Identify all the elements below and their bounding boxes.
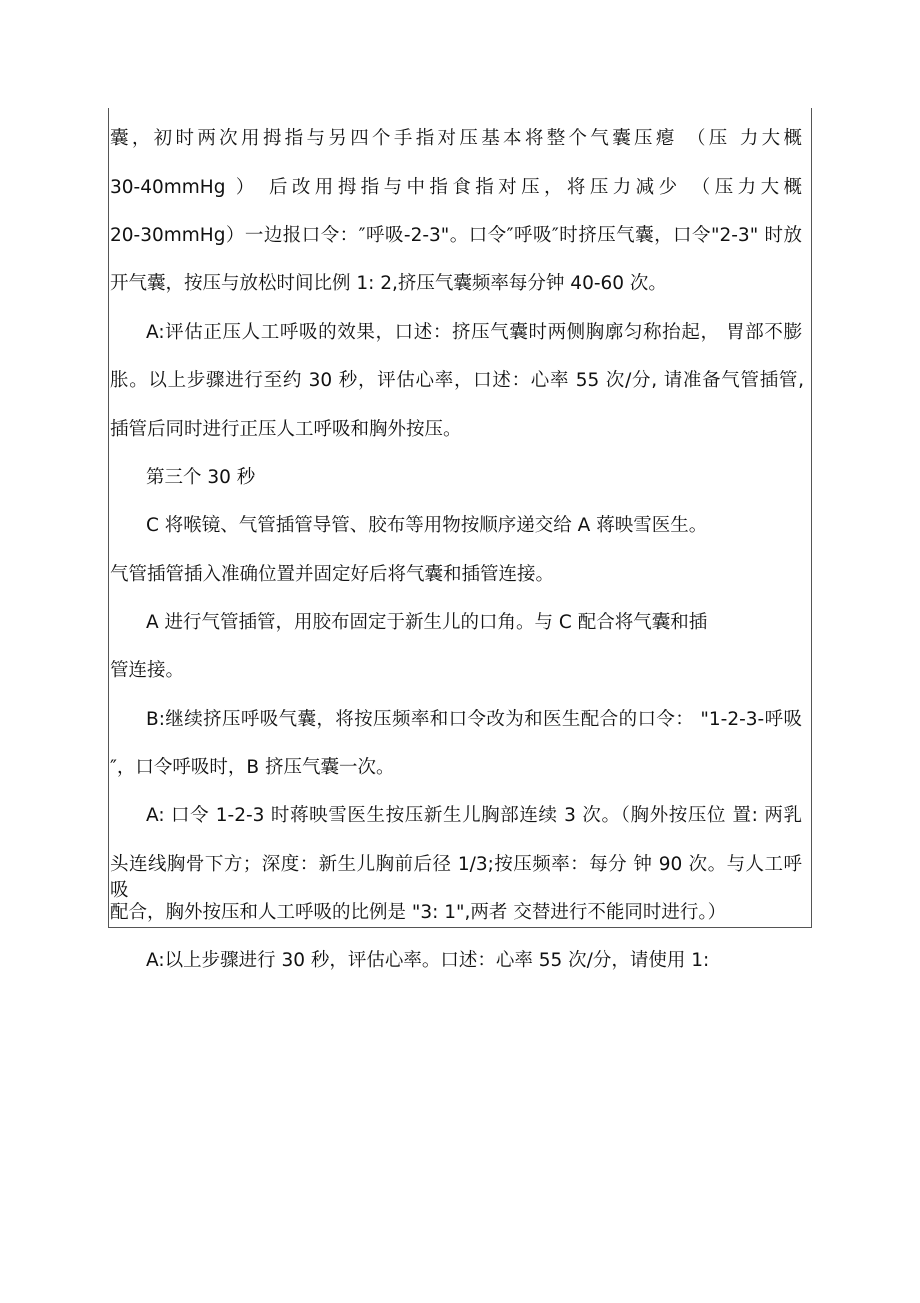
text-line: A:评估正压人工呼吸的效果，口述：挤压气囊时两侧胸廓匀称抬起， 胃部不膨 <box>146 322 802 343</box>
text-line: ″，口令呼吸时，B 挤压气囊一次。 <box>110 757 395 778</box>
text-line: 30-40mmHg ） 后改用拇指与中指食指对压，将压力减少 （压力大概 <box>110 177 802 198</box>
text-line: 胀。以上步骤进行至约 30 秒，评估心率，口述：心率 55 次/分, 请准备气管插管, <box>110 370 804 391</box>
text-line: 配合，胸外按压和人工呼吸的比例是 "3: 1",两者 交替进行不能同时进行。） <box>110 902 727 923</box>
text-line: 插管后同时进行正压人工呼吸和胸外按压。 <box>110 419 462 440</box>
section-heading: 第三个 30 秒 <box>146 467 256 488</box>
text-line: 气管插管插入准确位置并固定好后将气囊和插管连接。 <box>110 564 555 585</box>
text-line: 开气囊，按压与放松时间比例 1: 2,挤压气囊频率每分钟 40-60 次。 <box>110 273 667 294</box>
text-line: 管连接。 <box>110 660 185 681</box>
text-line: C 将喉镜、气管插管导管、胶布等用物按顺序递交给 A 蒋映雪医生。 <box>146 515 708 536</box>
text-line: A 进行气管插管，用胶布固定于新生儿的口角。与 C 配合将气囊和插 <box>146 612 708 633</box>
text-line: B:继续挤压呼吸气囊，将按压频率和口令改为和医生配合的口令： "1-2-3-呼吸 <box>146 709 802 730</box>
text-line: 20-30mmHg）一边报口令：″呼吸-2-3"。口令″呼吸″时挤压气囊，口令"2-3" 时放 <box>110 225 802 246</box>
text-line: A:以上步骤进行 30 秒，评估心率。口述：心率 55 次/分，请使用 1: <box>146 950 710 971</box>
text-line: 囊，初时两次用拇指与另四个手指对压基本将整个气囊压瘪 （压 力大概 <box>110 128 802 149</box>
text-line: A: 口令 1-2-3 时蒋映雪医生按压新生儿胸部连续 3 次。（胸外按压位 置: 两乳 <box>146 805 802 826</box>
text-line: 头连线胸骨下方；深度：新生儿胸前后径 1/3;按压频率：每分 钟 90 次。与人工呼吸 <box>110 854 802 901</box>
